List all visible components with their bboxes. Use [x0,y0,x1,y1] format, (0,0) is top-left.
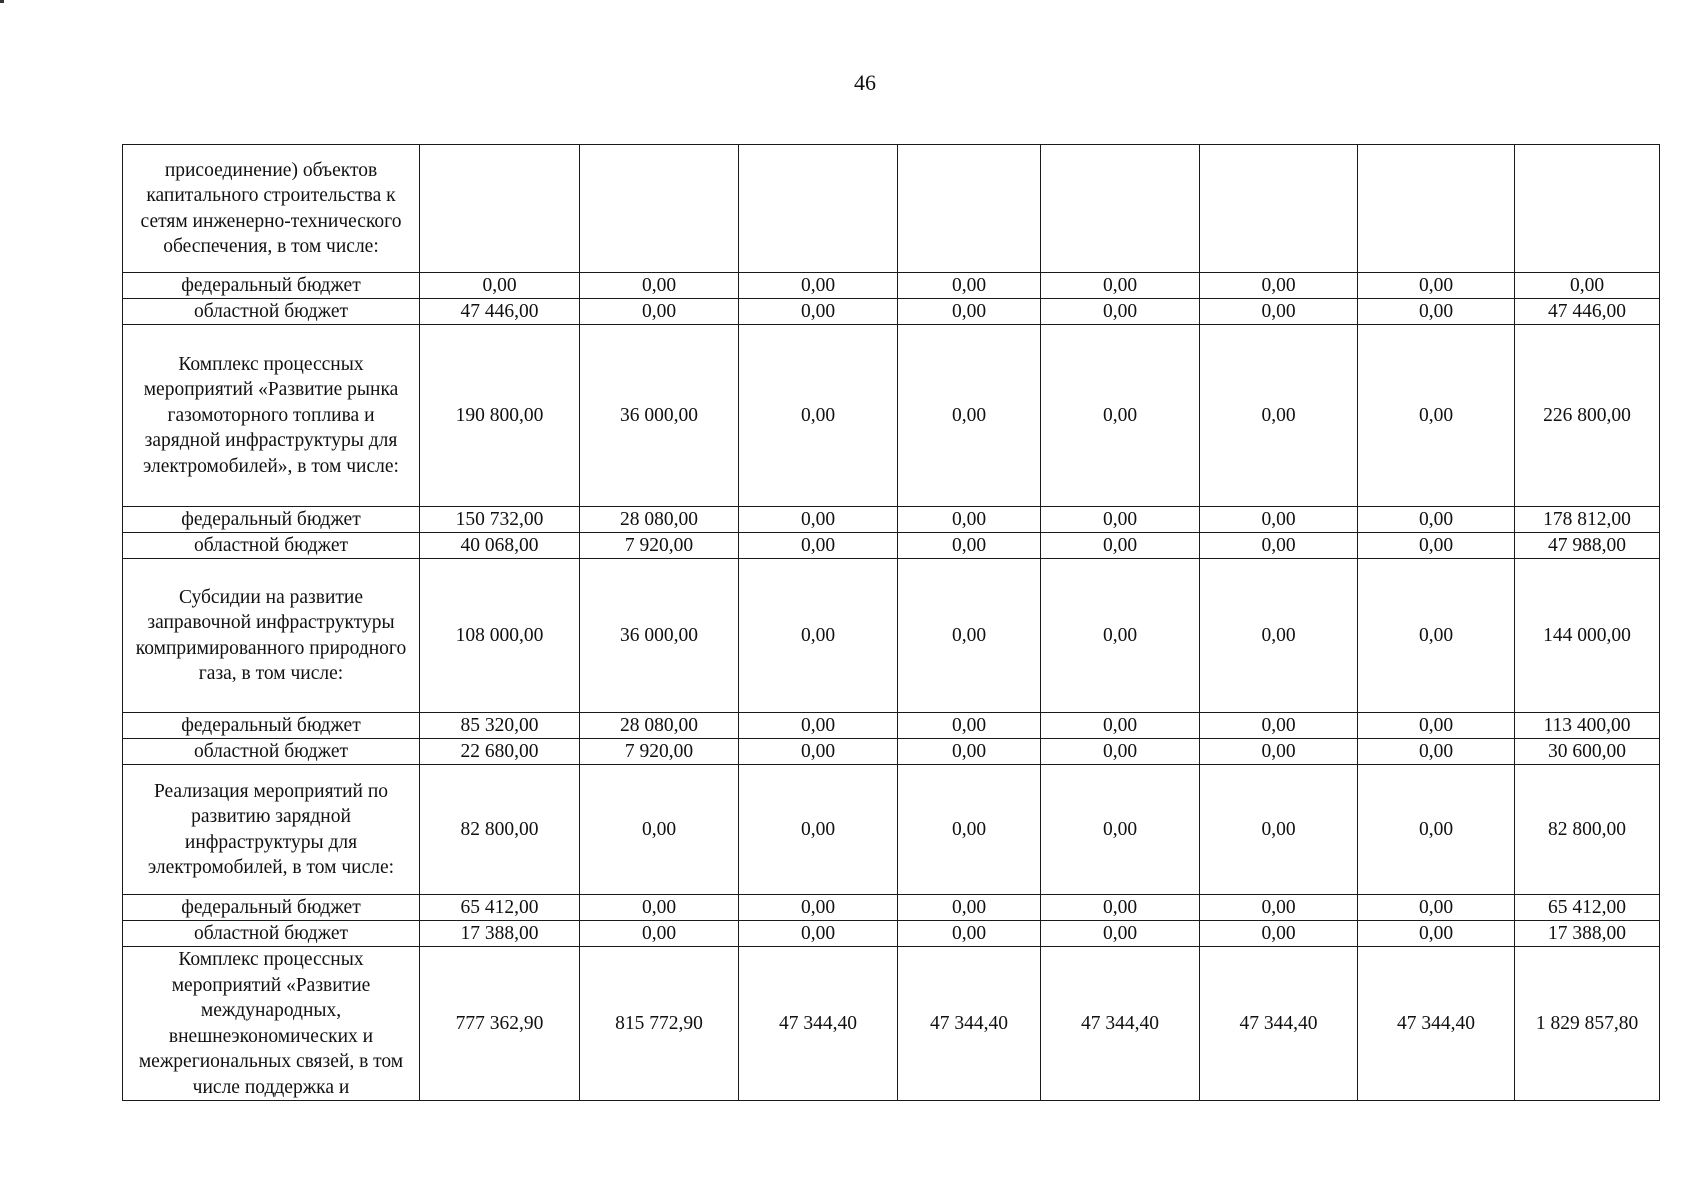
row-label: Комплекс процессных мероприятий «Развитие международных, внешнеэкономических и межрегиональных связей, в том числе поддержка и [123,947,420,1101]
cell-value [580,145,739,273]
cell-value: 226 800,00 [1515,325,1660,507]
cell-value: 113 400,00 [1515,713,1660,739]
cell-value: 47 344,40 [739,947,898,1101]
cell-value: 17 388,00 [420,921,580,947]
cell-value: 65 412,00 [420,895,580,921]
cell-value: 0,00 [898,895,1041,921]
row-label: федеральный бюджет [123,713,420,739]
row-label: Субсидии на развитие заправочной инфраструктуры компримированного природного газа, в том числе: [123,559,420,713]
cell-value: 0,00 [1200,765,1358,895]
cell-value: 0,00 [898,713,1041,739]
cell-value: 47 344,40 [1041,947,1200,1101]
cell-value: 47 344,40 [898,947,1041,1101]
cell-value: 0,00 [580,273,739,299]
cell-value: 150 732,00 [420,507,580,533]
cell-value: 0,00 [1200,895,1358,921]
cell-value: 17 388,00 [1515,921,1660,947]
page-number: 46 [854,70,876,95]
cell-value: 0,00 [1041,273,1200,299]
row-label: областной бюджет [123,299,420,325]
cell-value: 47 446,00 [1515,299,1660,325]
cell-value: 0,00 [1041,533,1200,559]
cell-value: 0,00 [739,273,898,299]
table-row [123,765,1660,895]
table-row [123,559,1660,713]
cell-value: 0,00 [739,739,898,765]
table-row [123,325,1660,507]
cell-value: 0,00 [1200,559,1358,713]
cell-value: 0,00 [739,533,898,559]
cell-value: 190 800,00 [420,325,580,507]
table-row [123,895,1660,921]
cell-value: 178 812,00 [1515,507,1660,533]
cell-value: 0,00 [1041,713,1200,739]
cell-value: 0,00 [1200,507,1358,533]
cell-value [420,145,580,273]
cell-value: 108 000,00 [420,559,580,713]
cell-value: 0,00 [1200,739,1358,765]
cell-value: 0,00 [739,765,898,895]
cell-value: 0,00 [1041,325,1200,507]
cell-value: 0,00 [898,507,1041,533]
cell-value: 0,00 [739,895,898,921]
cell-value: 28 080,00 [580,713,739,739]
cell-value: 0,00 [898,921,1041,947]
cell-value: 0,00 [1041,739,1200,765]
budget-table [122,144,1660,1101]
cell-value: 1 829 857,80 [1515,947,1660,1101]
cell-value: 0,00 [1041,507,1200,533]
row-label: федеральный бюджет [123,273,420,299]
row-label: федеральный бюджет [123,895,420,921]
cell-value: 0,00 [1200,325,1358,507]
cell-value: 0,00 [1358,559,1515,713]
table-row [123,739,1660,765]
cell-value: 7 920,00 [580,533,739,559]
cell-value: 0,00 [1358,921,1515,947]
cell-value: 0,00 [898,325,1041,507]
cell-value: 0,00 [739,325,898,507]
cell-value: 47 988,00 [1515,533,1660,559]
cell-value: 0,00 [1358,713,1515,739]
cell-value: 0,00 [1358,507,1515,533]
cell-value: 30 600,00 [1515,739,1660,765]
cell-value: 0,00 [1358,273,1515,299]
cell-value: 47 344,40 [1200,947,1358,1101]
cell-value: 815 772,90 [580,947,739,1101]
row-label: Реализация мероприятий по развитию зарядной инфраструктуры для электромобилей, в том числе: [123,765,420,895]
cell-value: 0,00 [739,713,898,739]
cell-value: 0,00 [1358,739,1515,765]
cell-value: 0,00 [580,299,739,325]
cell-value [1515,145,1660,273]
table-row [123,921,1660,947]
cell-value: 36 000,00 [580,325,739,507]
row-label: областной бюджет [123,739,420,765]
cell-value: 0,00 [580,895,739,921]
cell-value: 36 000,00 [580,559,739,713]
cell-value [1358,145,1515,273]
cell-value: 0,00 [1200,533,1358,559]
cell-value: 0,00 [1041,895,1200,921]
cell-value: 65 412,00 [1515,895,1660,921]
cell-value: 40 068,00 [420,533,580,559]
cell-value: 0,00 [898,765,1041,895]
cell-value [739,145,898,273]
cell-value: 28 080,00 [580,507,739,533]
table-row [123,145,1660,273]
row-label: Комплекс процессных мероприятий «Развитие рынка газомоторного топлива и зарядной инфраструктуры для электромобилей», в том числе: [123,325,420,507]
cell-value: 0,00 [1041,765,1200,895]
cell-value: 144 000,00 [1515,559,1660,713]
cell-value: 47 344,40 [1358,947,1515,1101]
cell-value: 0,00 [739,921,898,947]
cell-value: 0,00 [1358,895,1515,921]
cell-value: 22 680,00 [420,739,580,765]
cell-value: 7 920,00 [580,739,739,765]
row-label: областной бюджет [123,921,420,947]
table-row [123,713,1660,739]
cell-value [1200,145,1358,273]
table-row [123,507,1660,533]
cell-value: 0,00 [1200,921,1358,947]
cell-value: 0,00 [1515,273,1660,299]
cell-value: 0,00 [1041,559,1200,713]
cell-value: 0,00 [1358,299,1515,325]
cell-value: 0,00 [739,299,898,325]
cell-value: 0,00 [898,739,1041,765]
cell-value: 0,00 [1358,765,1515,895]
cell-value: 0,00 [739,559,898,713]
cell-value: 0,00 [580,921,739,947]
cell-value: 0,00 [898,273,1041,299]
cell-value: 0,00 [1200,273,1358,299]
table-row [123,947,1660,1101]
cell-value: 0,00 [1041,299,1200,325]
cell-value: 82 800,00 [1515,765,1660,895]
cell-value: 0,00 [898,533,1041,559]
cell-value: 0,00 [1200,713,1358,739]
cell-value: 85 320,00 [420,713,580,739]
table-row [123,299,1660,325]
cell-value: 82 800,00 [420,765,580,895]
cell-value: 0,00 [898,559,1041,713]
cell-value: 0,00 [1200,299,1358,325]
cell-value: 0,00 [739,507,898,533]
scan-edge-mark [0,0,4,3]
row-label: федеральный бюджет [123,507,420,533]
cell-value: 0,00 [1358,533,1515,559]
cell-value: 0,00 [580,765,739,895]
cell-value: 0,00 [1041,921,1200,947]
cell-value: 0,00 [1358,325,1515,507]
cell-value: 0,00 [898,299,1041,325]
table-row [123,273,1660,299]
cell-value [898,145,1041,273]
row-label: областной бюджет [123,533,420,559]
cell-value: 777 362,90 [420,947,580,1101]
cell-value [1041,145,1200,273]
table-row [123,533,1660,559]
row-label: присоединение) объектов капитального строительства к сетям инженерно-технического обеспечения, в том числе: [123,145,420,273]
cell-value: 0,00 [420,273,580,299]
cell-value: 47 446,00 [420,299,580,325]
